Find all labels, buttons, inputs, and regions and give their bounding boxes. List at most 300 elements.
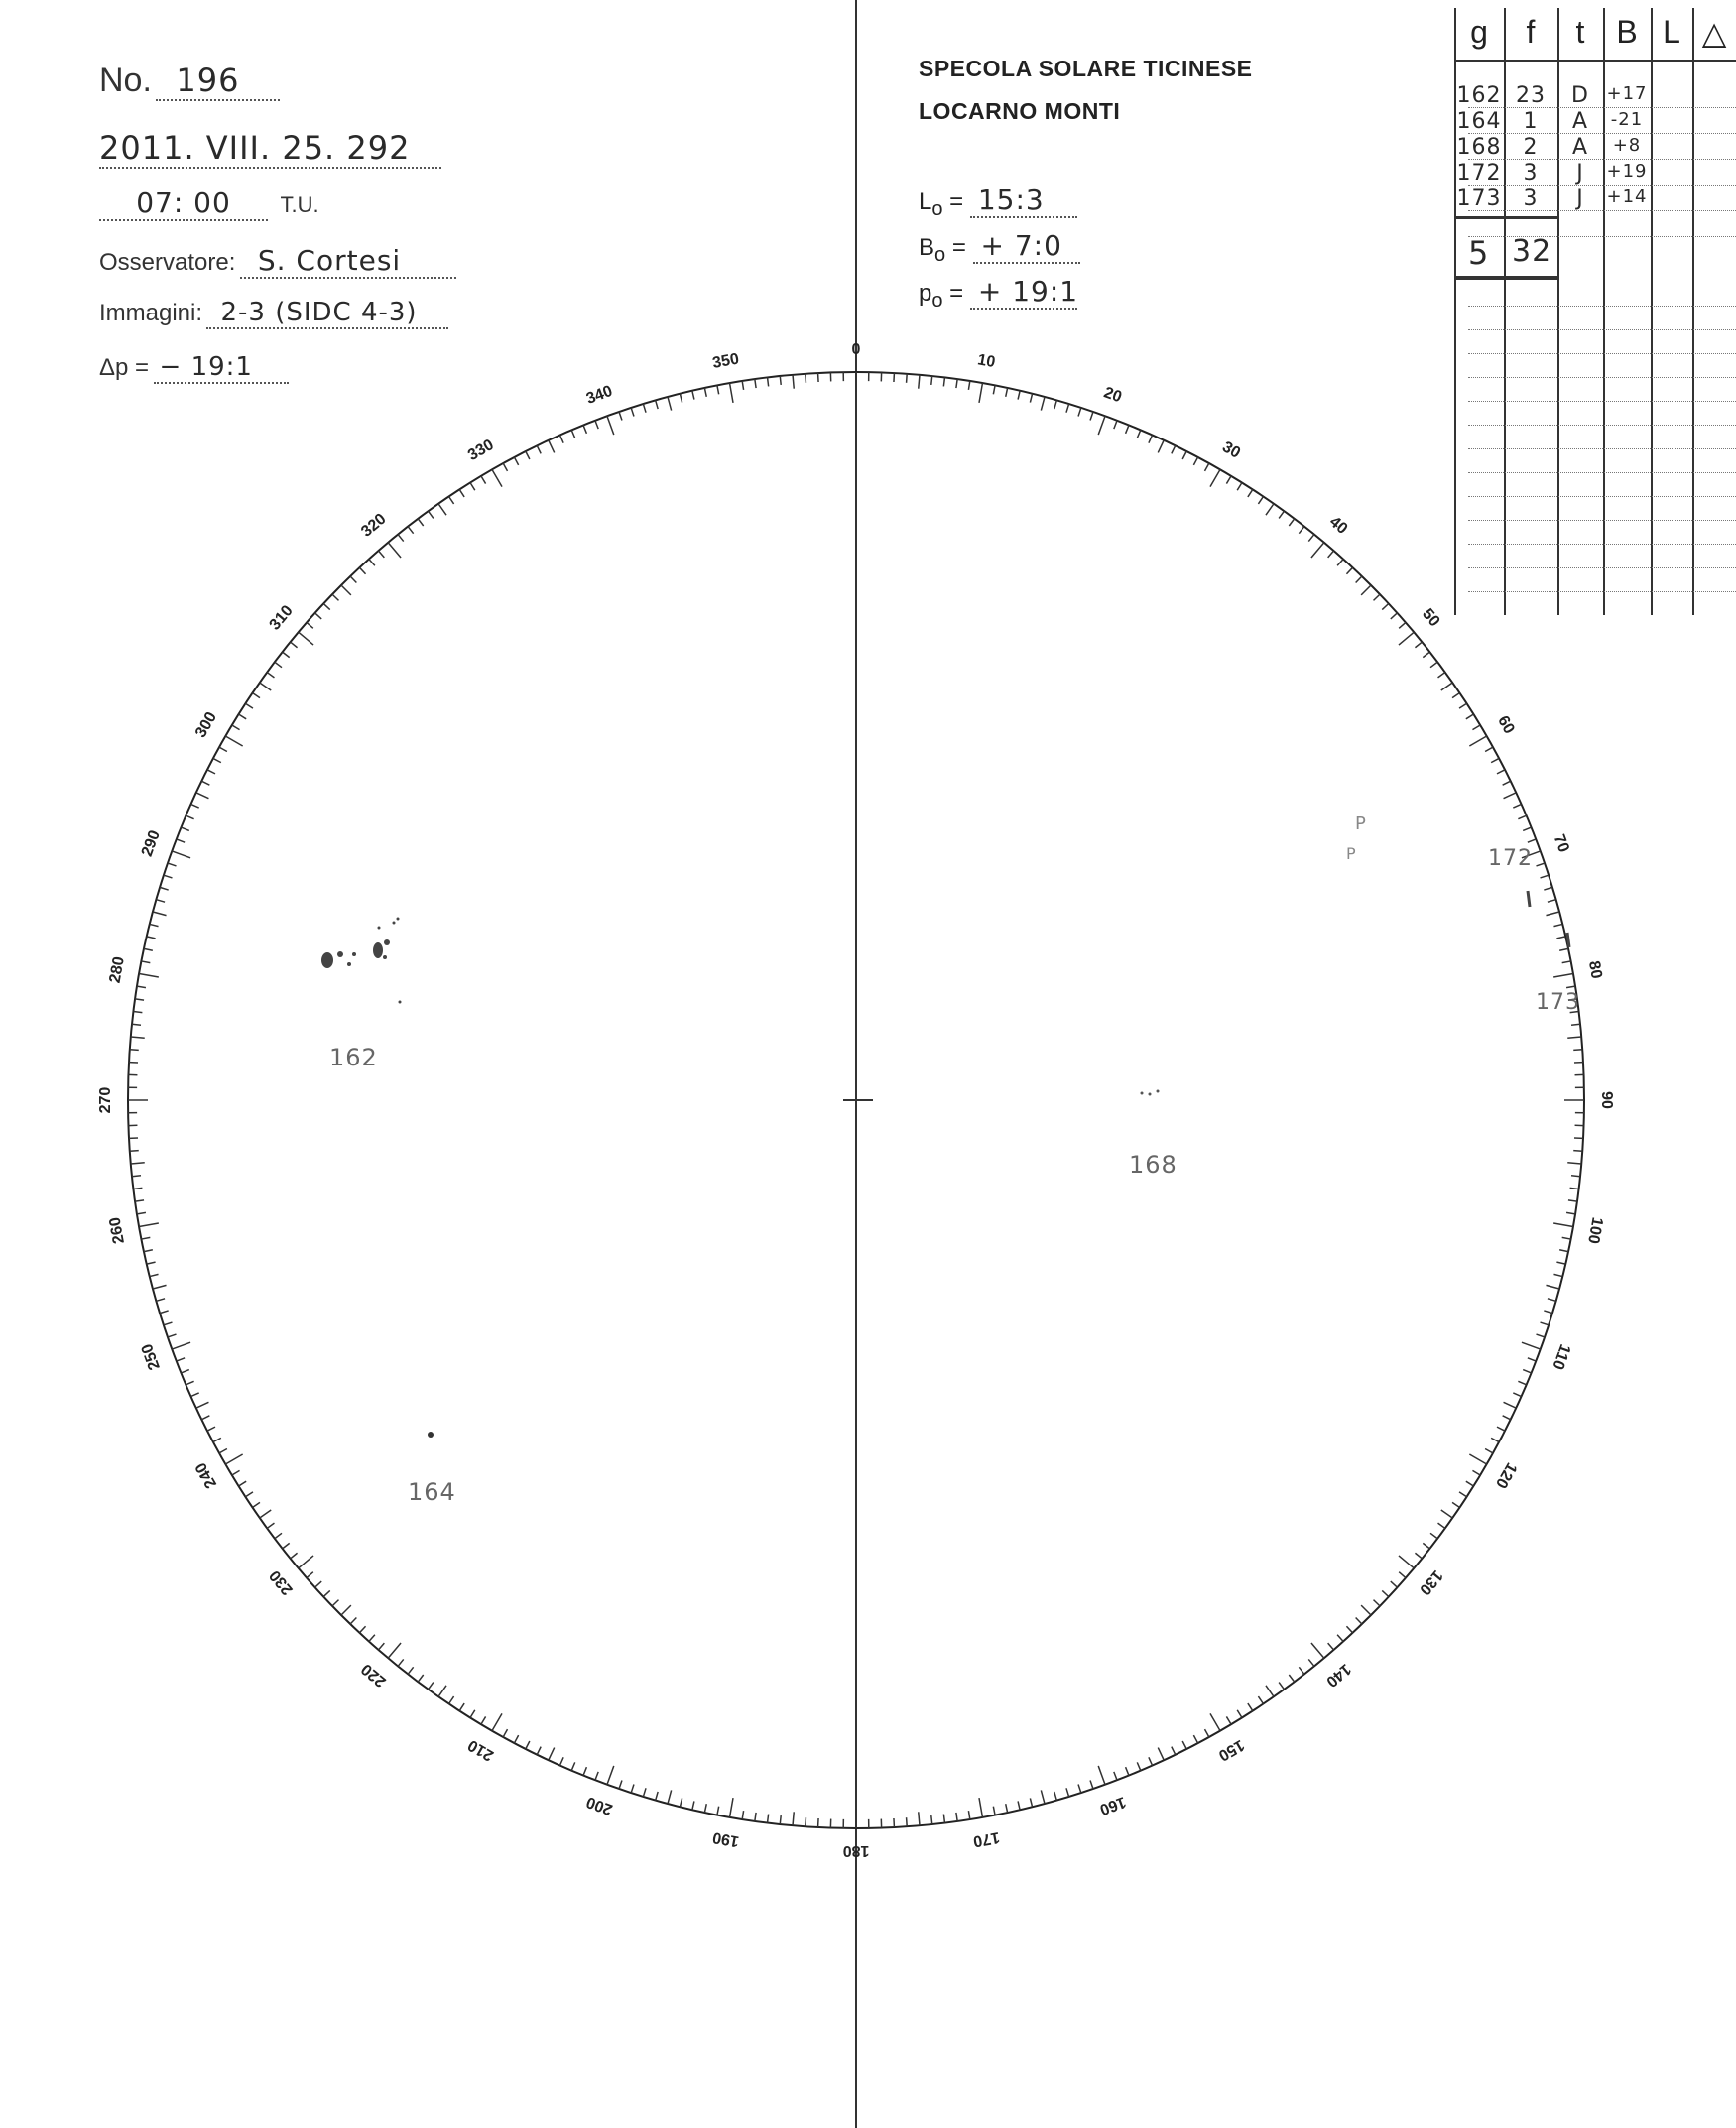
tick-mark xyxy=(919,1812,920,1825)
tick-mark xyxy=(1066,404,1069,413)
tick-mark xyxy=(993,1807,995,1815)
table-cell-g: 162 xyxy=(1456,83,1502,108)
table-row-guide xyxy=(1468,472,1736,473)
tick-mark xyxy=(1328,1643,1334,1650)
tick-mark xyxy=(1566,1212,1575,1213)
tick-mark xyxy=(1248,489,1253,497)
facula-mark-2: P xyxy=(1346,844,1357,863)
tick-mark xyxy=(607,1766,614,1785)
tick-mark xyxy=(156,1299,165,1301)
totals-separator xyxy=(1454,216,1557,219)
tick-mark xyxy=(1556,937,1565,939)
tick-label-200: 200 xyxy=(583,1793,615,1818)
tick-mark xyxy=(147,937,156,939)
tick-mark xyxy=(225,736,242,746)
tick-mark xyxy=(160,1311,169,1314)
tick-label-30: 30 xyxy=(1219,438,1244,462)
tick-mark xyxy=(139,1223,159,1226)
tick-mark xyxy=(571,430,575,438)
tick-mark xyxy=(968,381,969,390)
tick-mark xyxy=(150,924,159,926)
table-row-guide xyxy=(1468,306,1736,307)
tick-mark xyxy=(656,1792,658,1801)
tick-mark xyxy=(1438,1523,1445,1528)
group-label-162: 162 xyxy=(329,1044,378,1071)
tick-mark xyxy=(1528,1358,1536,1361)
tick-mark xyxy=(332,594,338,600)
tick-mark xyxy=(549,440,555,453)
tick-mark xyxy=(252,693,259,698)
tick-mark xyxy=(1548,900,1556,902)
tick-mark xyxy=(1438,673,1445,678)
tick-mark xyxy=(207,1427,215,1431)
param-B0-value: + 7:0 xyxy=(973,229,1080,264)
tick-mark xyxy=(1356,576,1362,582)
tick-mark xyxy=(323,603,330,609)
total-spots: 32 xyxy=(1512,234,1552,269)
tick-mark xyxy=(1459,1492,1467,1497)
tick-mark xyxy=(1210,469,1220,486)
param-L0-value: 15:3 xyxy=(970,184,1077,218)
table-cell-B: +17 xyxy=(1606,83,1648,104)
tick-mark xyxy=(704,388,706,397)
table-row-guide xyxy=(1468,520,1736,521)
tick-mark xyxy=(1356,1618,1362,1624)
delta-p-value: − 19:1 xyxy=(154,352,289,384)
tick-mark xyxy=(1541,875,1550,878)
tick-label-290: 290 xyxy=(138,827,164,859)
table-column-divider xyxy=(1651,8,1653,615)
tick-mark xyxy=(1472,1470,1480,1475)
tick-mark xyxy=(559,435,563,442)
table-row-guide xyxy=(1468,425,1736,426)
tick-mark xyxy=(943,1815,944,1823)
tick-mark xyxy=(350,1618,356,1624)
tick-label-190: 190 xyxy=(711,1828,741,1850)
tick-label-350: 350 xyxy=(711,350,741,372)
tick-mark xyxy=(1399,632,1414,645)
tick-mark xyxy=(1544,1311,1552,1314)
param-p0-value: + 19:1 xyxy=(970,275,1077,310)
group-label-168: 168 xyxy=(1129,1151,1178,1179)
tick-mark xyxy=(139,974,159,977)
tick-mark xyxy=(755,1813,756,1821)
tick-mark xyxy=(1399,1572,1406,1578)
table-header-3: B xyxy=(1616,14,1638,50)
tick-mark xyxy=(307,622,313,628)
tick-label-10: 10 xyxy=(976,351,997,372)
tick-mark xyxy=(1423,652,1429,658)
tick-label-0: 0 xyxy=(851,341,861,359)
table-row-guide xyxy=(1468,496,1736,497)
tick-mark xyxy=(559,1757,563,1765)
param-p0-label: p xyxy=(919,280,932,307)
tick-mark xyxy=(1553,974,1573,977)
tick-mark xyxy=(369,1635,375,1642)
tick-mark xyxy=(133,1012,142,1013)
tick-mark xyxy=(398,535,404,542)
tick-mark xyxy=(793,1812,794,1825)
tick-mark xyxy=(1523,827,1531,830)
tick-mark xyxy=(1566,986,1575,987)
tick-mark xyxy=(168,863,177,866)
tick-mark xyxy=(717,1807,719,1815)
tick-mark xyxy=(332,1600,338,1606)
tick-label-240: 240 xyxy=(192,1459,221,1491)
tick-mark xyxy=(181,827,188,830)
tick-mark xyxy=(1361,585,1371,595)
table-row-guide xyxy=(1468,544,1736,545)
tick-mark xyxy=(156,900,165,902)
tick-label-160: 160 xyxy=(1097,1793,1129,1818)
tick-mark xyxy=(168,1334,177,1337)
tick-label-140: 140 xyxy=(1322,1660,1354,1690)
tick-label-310: 310 xyxy=(266,602,297,634)
tick-mark xyxy=(459,1703,464,1711)
tick-mark xyxy=(350,576,356,582)
param-B0-sub: o xyxy=(934,243,946,266)
tick-mark xyxy=(1441,683,1452,690)
tick-mark xyxy=(153,912,167,916)
param-p0-eq: = xyxy=(949,280,964,307)
tick-mark xyxy=(153,1285,167,1289)
observer-label: Osservatore: xyxy=(99,249,236,276)
tick-mark xyxy=(267,673,274,678)
tick-mark xyxy=(1399,622,1406,628)
tick-label-70: 70 xyxy=(1550,832,1572,855)
tick-mark xyxy=(1548,1299,1556,1301)
table-cell-g: 173 xyxy=(1456,187,1502,211)
table-cell-g: 172 xyxy=(1456,161,1502,186)
tick-mark xyxy=(378,551,384,558)
tick-mark xyxy=(1137,430,1141,438)
tick-mark xyxy=(668,1790,672,1804)
tick-mark xyxy=(1546,912,1559,916)
tick-mark xyxy=(225,1454,242,1464)
tick-mark xyxy=(1537,1334,1546,1337)
tick-mark xyxy=(1556,1262,1565,1264)
tick-mark xyxy=(1528,839,1536,842)
record-number-value: 196 xyxy=(156,62,280,101)
tick-mark xyxy=(232,725,240,730)
tick-mark xyxy=(514,457,518,465)
tick-mark xyxy=(1469,736,1486,746)
table-cell-t: A xyxy=(1571,135,1589,160)
tick-mark xyxy=(1266,1686,1274,1696)
totals-underline xyxy=(1454,276,1557,280)
tick-mark xyxy=(1030,1798,1032,1807)
tick-mark xyxy=(1158,440,1164,453)
tick-mark xyxy=(1299,527,1304,534)
observer-value: S. Cortesi xyxy=(240,244,456,279)
tick-mark xyxy=(1382,603,1389,609)
tick-mark xyxy=(190,1393,198,1397)
tick-mark xyxy=(418,519,423,526)
tick-mark xyxy=(1553,1274,1562,1276)
group-label-172: 172 xyxy=(1488,846,1533,871)
table-header-5: △ xyxy=(1701,15,1727,51)
tick-label-340: 340 xyxy=(583,382,615,408)
tick-mark xyxy=(668,397,672,411)
tick-label-50: 50 xyxy=(1419,605,1443,631)
tick-mark xyxy=(1559,1250,1568,1252)
tick-mark xyxy=(1226,476,1231,484)
tick-mark xyxy=(196,1402,209,1408)
tick-mark xyxy=(755,379,756,388)
tick-mark xyxy=(968,1811,969,1819)
observation-date-value: 2011. VIII. 25. 292 xyxy=(99,129,441,169)
param-B0-eq: = xyxy=(951,234,966,261)
tick-mark xyxy=(359,567,365,574)
tick-mark xyxy=(1308,1659,1314,1666)
tick-mark xyxy=(470,483,475,491)
tick-mark xyxy=(780,1815,781,1824)
tick-mark xyxy=(643,404,646,413)
tick-mark xyxy=(1522,1342,1541,1349)
table-cell-f: 23 xyxy=(1516,83,1546,108)
table-cell-g: 168 xyxy=(1456,135,1502,160)
tick-mark xyxy=(1018,1801,1020,1810)
tick-mark xyxy=(1570,1188,1579,1189)
tick-mark xyxy=(239,1481,247,1486)
tick-label-60: 60 xyxy=(1494,712,1518,737)
tick-mark xyxy=(1158,1748,1164,1761)
tick-mark xyxy=(388,543,401,558)
tick-mark xyxy=(549,1748,555,1761)
tick-mark xyxy=(219,1448,227,1452)
tick-mark xyxy=(315,613,322,619)
tick-mark xyxy=(213,1438,221,1441)
tick-mark xyxy=(141,961,150,963)
tick-mark xyxy=(1172,1747,1176,1755)
table-cell-B: +8 xyxy=(1612,135,1642,156)
table-row-guide xyxy=(1468,591,1736,592)
tick-mark xyxy=(1452,1502,1459,1507)
institution-line1: SPECOLA SOLARE TICINESE xyxy=(919,56,1253,81)
tick-mark xyxy=(1415,1553,1422,1559)
tick-mark xyxy=(291,642,298,648)
param-L0-eq: = xyxy=(949,188,964,215)
tick-mark xyxy=(1518,815,1526,819)
table-cell-f: 3 xyxy=(1523,161,1539,186)
tick-mark xyxy=(583,1767,586,1775)
tick-mark xyxy=(1497,1427,1505,1431)
tick-label-250: 250 xyxy=(138,1341,164,1373)
tick-mark xyxy=(213,758,221,762)
tick-mark xyxy=(1289,1675,1294,1682)
tick-mark xyxy=(429,1683,434,1690)
tick-mark xyxy=(1459,703,1467,708)
table-row-guide xyxy=(1468,353,1736,354)
table-cell-f: 2 xyxy=(1523,135,1539,160)
tick-mark xyxy=(1503,1416,1511,1420)
table-cell-f: 3 xyxy=(1523,187,1539,211)
tick-mark xyxy=(418,1675,423,1682)
images-value: 2-3 (SIDC 4-3) xyxy=(206,298,448,329)
tick-mark xyxy=(1523,1370,1531,1373)
tick-mark xyxy=(132,1176,141,1177)
table-cell-g: 164 xyxy=(1456,109,1502,134)
tick-mark xyxy=(1567,1163,1581,1164)
table-row-guide xyxy=(1468,236,1736,237)
table-row-guide xyxy=(1468,401,1736,402)
tick-label-120: 120 xyxy=(1491,1459,1520,1491)
tick-mark xyxy=(132,1024,141,1025)
tick-mark xyxy=(1018,391,1020,400)
tick-mark xyxy=(692,391,694,400)
tick-mark xyxy=(1279,511,1284,518)
tick-mark xyxy=(1114,421,1117,429)
tick-mark xyxy=(1054,400,1056,409)
tick-label-280: 280 xyxy=(106,955,128,985)
tick-mark xyxy=(730,1798,733,1817)
tick-mark xyxy=(1562,1237,1571,1239)
tick-label-170: 170 xyxy=(971,1828,1001,1850)
tick-mark xyxy=(537,445,541,453)
tick-mark xyxy=(583,425,586,433)
tick-mark xyxy=(219,747,227,751)
tick-mark xyxy=(181,1370,188,1373)
tick-mark xyxy=(135,1200,144,1201)
tick-mark xyxy=(607,416,614,435)
observation-time-value: 07: 00 xyxy=(99,187,268,221)
tick-mark xyxy=(283,652,290,658)
tick-mark xyxy=(323,1590,330,1596)
tick-mark xyxy=(160,887,169,890)
tick-mark xyxy=(768,1815,769,1823)
tick-mark xyxy=(643,1788,646,1797)
tick-mark xyxy=(526,1741,530,1749)
tick-mark xyxy=(1491,758,1499,762)
tick-label-90: 90 xyxy=(1597,1091,1615,1109)
tick-label-300: 300 xyxy=(192,709,221,741)
tick-mark xyxy=(1518,1381,1526,1385)
tick-mark xyxy=(1193,457,1197,465)
tick-mark xyxy=(449,1696,454,1703)
tick-mark xyxy=(164,1322,173,1325)
tick-label-40: 40 xyxy=(1325,513,1351,538)
tick-mark xyxy=(135,999,144,1000)
tick-mark xyxy=(1466,714,1474,719)
tick-mark xyxy=(1430,662,1437,667)
tick-mark xyxy=(1090,412,1093,421)
tick-mark xyxy=(1491,1438,1499,1441)
tick-mark xyxy=(408,527,414,534)
tick-mark xyxy=(503,463,507,471)
tick-mark xyxy=(1466,1481,1474,1486)
tick-mark xyxy=(239,714,247,719)
tick-mark xyxy=(137,1212,146,1213)
tick-mark xyxy=(449,496,454,503)
tick-mark xyxy=(164,875,173,878)
tick-mark xyxy=(133,1188,142,1189)
tick-mark xyxy=(680,394,682,403)
tick-mark xyxy=(1193,1735,1197,1743)
tick-mark xyxy=(245,703,253,708)
group-label-164: 164 xyxy=(408,1478,456,1506)
table-cell-t: J xyxy=(1576,187,1584,211)
tick-mark xyxy=(1382,1590,1389,1596)
tick-mark xyxy=(704,1804,706,1813)
tick-mark xyxy=(1279,1683,1284,1690)
tick-mark xyxy=(931,376,932,385)
table-row-guide xyxy=(1468,185,1736,186)
tick-mark xyxy=(1204,463,1208,471)
tick-mark xyxy=(172,851,190,858)
sunspot-group-table xyxy=(1454,8,1736,615)
tick-mark xyxy=(438,1686,446,1696)
tick-label-110: 110 xyxy=(1549,1341,1574,1372)
tick-mark xyxy=(1374,594,1380,600)
tick-mark xyxy=(631,1785,634,1794)
tick-mark xyxy=(1567,1037,1581,1038)
table-row-guide xyxy=(1468,133,1736,134)
tick-mark xyxy=(979,383,982,403)
tick-mark xyxy=(130,1151,139,1152)
table-cell-t: J xyxy=(1576,161,1584,186)
tick-mark xyxy=(1137,1762,1141,1770)
tick-mark xyxy=(1441,1510,1452,1518)
sunspot-group-168 xyxy=(1141,1090,1160,1096)
tick-mark xyxy=(537,1747,541,1755)
tick-mark xyxy=(1544,887,1552,890)
tick-label-330: 330 xyxy=(465,437,497,465)
tick-mark xyxy=(956,379,957,388)
table-cell-t: A xyxy=(1571,109,1589,134)
tick-mark xyxy=(1054,1792,1056,1801)
tick-mark xyxy=(359,1626,365,1633)
table-cell-t: D xyxy=(1571,83,1589,108)
tick-mark xyxy=(275,1533,282,1538)
sunspot-group-173 xyxy=(1567,933,1569,947)
tick-mark xyxy=(979,1798,982,1817)
tick-mark xyxy=(481,1716,486,1724)
tick-mark xyxy=(1571,1176,1580,1177)
tick-mark xyxy=(1204,1729,1208,1737)
tick-mark xyxy=(1513,804,1521,808)
delta-p-label: Δp = xyxy=(99,354,150,381)
tick-mark xyxy=(1568,1200,1577,1201)
tick-mark xyxy=(503,1729,507,1737)
tick-mark xyxy=(692,1801,694,1810)
tick-mark xyxy=(1226,1716,1231,1724)
tick-mark xyxy=(299,1556,313,1568)
tick-mark xyxy=(172,1342,190,1349)
tick-label-270: 270 xyxy=(97,1086,115,1114)
tick-mark xyxy=(398,1659,404,1666)
tick-label-20: 20 xyxy=(1101,384,1124,407)
tick-mark xyxy=(1391,613,1398,619)
tick-mark xyxy=(1571,1024,1580,1025)
tick-mark xyxy=(1541,1322,1550,1325)
tick-mark xyxy=(1503,781,1511,785)
tick-mark xyxy=(1559,948,1568,950)
tick-mark xyxy=(177,839,185,842)
tick-mark xyxy=(1472,725,1480,730)
tick-mark xyxy=(1149,435,1153,442)
tick-mark xyxy=(1311,1643,1324,1658)
tick-label-220: 220 xyxy=(358,1660,390,1690)
images-label: Immagini: xyxy=(99,300,203,326)
tick-mark xyxy=(186,815,193,819)
tick-mark xyxy=(137,986,146,987)
table-cell-B: +14 xyxy=(1606,187,1648,207)
tick-mark xyxy=(1182,1741,1186,1749)
tick-mark xyxy=(1090,1781,1093,1790)
tick-mark xyxy=(481,476,486,484)
tick-mark xyxy=(1098,1766,1105,1785)
tick-mark xyxy=(307,1572,313,1578)
